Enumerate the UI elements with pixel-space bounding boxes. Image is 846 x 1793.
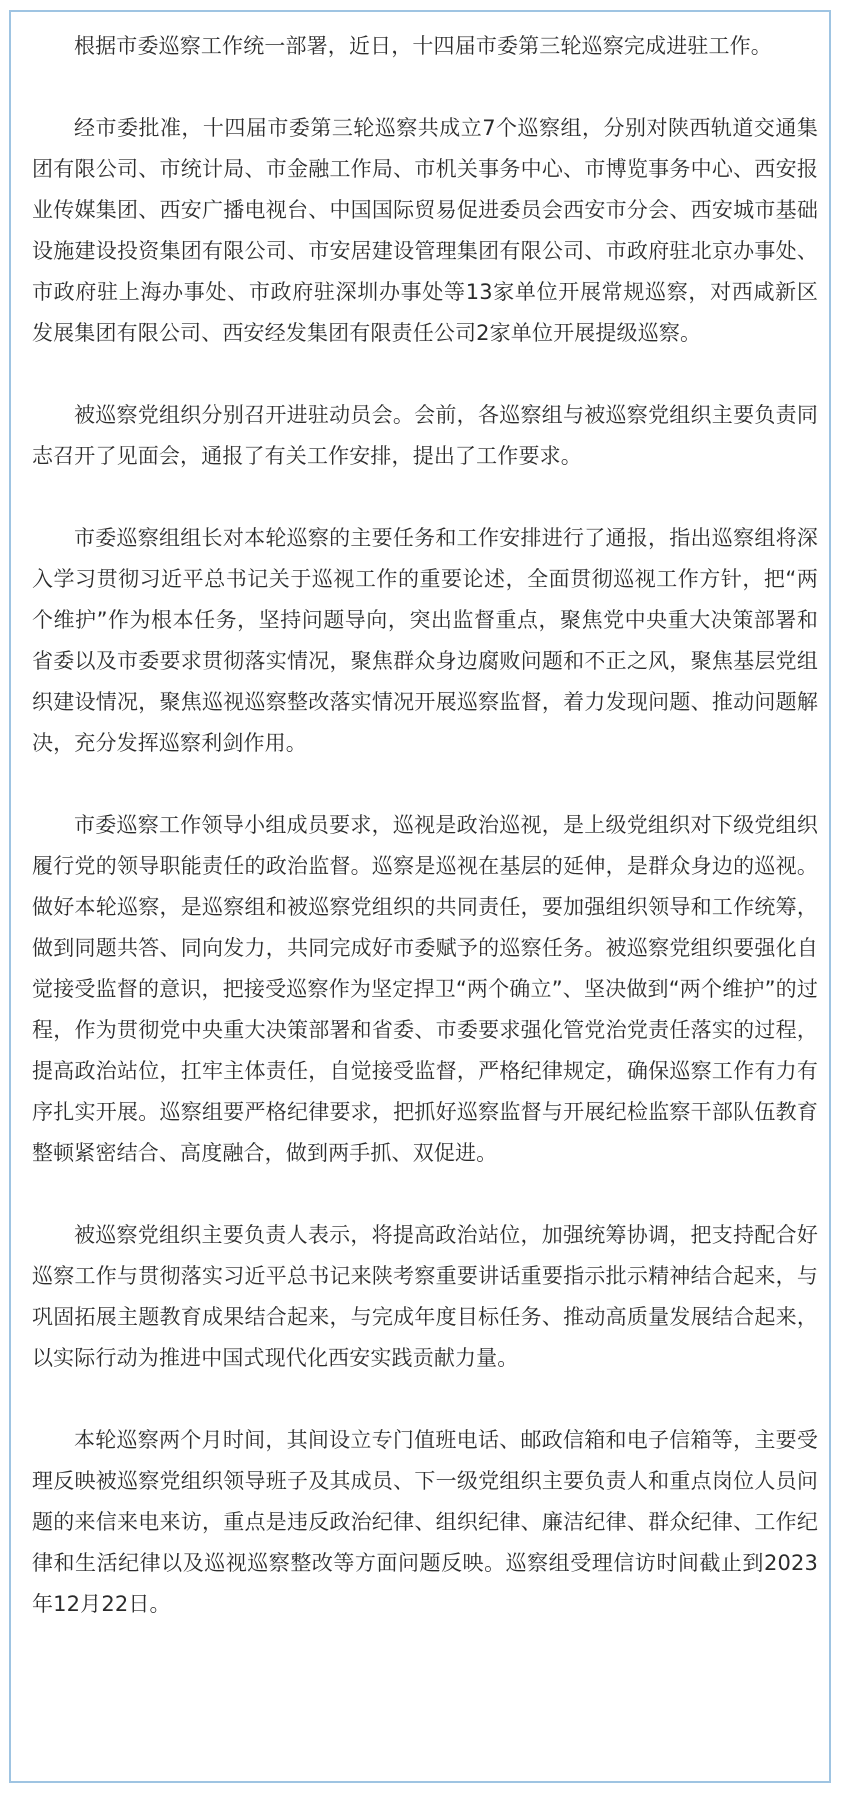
article-paragraph-5: 市委巡察工作领导小组成员要求，巡视是政治巡视，是上级党组织对下级党组织履行党的领导职能责任的政治监督。巡察是巡视在基层的延伸，是群众身边的巡视。做好本轮巡察，是巡察组和被巡察党组织的共同责任，要加强组织领导和工作统筹，做到同题共答、同向发力，共同完成好市委赋予的巡察任务。被巡察党组织要强化自觉接受监督的意识，把接受巡察作为坚定捍卫“两个确立”、坚决做到“两个维护”的过程，作为贯彻党中央重大决策部署和省委、市委要求强化管党治党责任落实的过程，提高政治站位，扛牢主体责任，自觉接受监督，严格纪律规定，确保巡察工作有力有序扎实开展。巡察组要严格纪律要求，把抓好巡察监督与开展纪检监察干部队伍教育整顿紧密结合、高度融合，做到两手抓、双促进。 (32, 813, 818, 1165)
article-paragraph-7: 本轮巡察两个月时间，其间设立专门值班电话、邮政信箱和电子信箱等，主要受理反映被巡察党组织领导班子及其成员、下一级党组织主要负责人和重点岗位人员问题的来信来电来访，重点是违反政治纪律、组织纪律、廉洁纪律、群众纪律、工作纪律和生活纪律以及巡视巡察整改等方面问题反映。巡察组受理信访时间截止到2023年12月22日。 (32, 1428, 818, 1616)
article-body (32, 26, 818, 1666)
article-paragraph-4: 市委巡察组组长对本轮巡察的主要任务和工作安排进行了通报，指出巡察组将深入学习贯彻习近平总书记关于巡视工作的重要论述，全面贯彻巡视工作方针，把“两个维护”作为根本任务，坚持问题导向，突出监督重点，聚焦党中央重大决策部署和省委以及市委要求贯彻落实情况，聚焦群众身边腐败问题和不正之风，聚焦基层党组织建设情况，聚焦巡视巡察整改落实情况开展巡察监督，着力发现问题、推动问题解决，充分发挥巡察利剑作用。 (32, 526, 818, 755)
article-paragraph-2: 经市委批准，十四届市委第三轮巡察共成立7个巡察组，分别对陕西轨道交通集团有限公司、市统计局、市金融工作局、市机关事务中心、市博览事务中心、西安报业传媒集团、西安广播电视台、中国国际贸易促进委员会西安市分会、西安城市基础设施建设投资集团有限公司、市安居建设管理集团有限公司、市政府驻北京办事处、市政府驻上海办事处、市政府驻深圳办事处等13家单位开展常规巡察，对西咸新区发展集团有限公司、西安经发集团有限责任公司2家单位开展提级巡察。 (32, 116, 818, 345)
article-paragraph-3: 被巡察党组织分别召开进驻动员会。会前，各巡察组与被巡察党组织主要负责同志召开了见面会，通报了有关工作安排，提出了工作要求。 (32, 403, 818, 468)
article-paragraph-1: 根据市委巡察工作统一部署，近日，十四届市委第三轮巡察完成进驻工作。 (74, 34, 772, 58)
article-paragraph-6: 被巡察党组织主要负责人表示，将提高政治站位，加强统筹协调，把支持配合好巡察工作与贯彻落实习近平总书记来陕考察重要讲话重要指示批示精神结合起来，与巩固拓展主题教育成果结合起来，与完成年度目标任务、推动高质量发展结合起来，以实际行动为推进中国式现代化西安实践贡献力量。 (32, 1223, 818, 1370)
article-frame (9, 10, 831, 1783)
